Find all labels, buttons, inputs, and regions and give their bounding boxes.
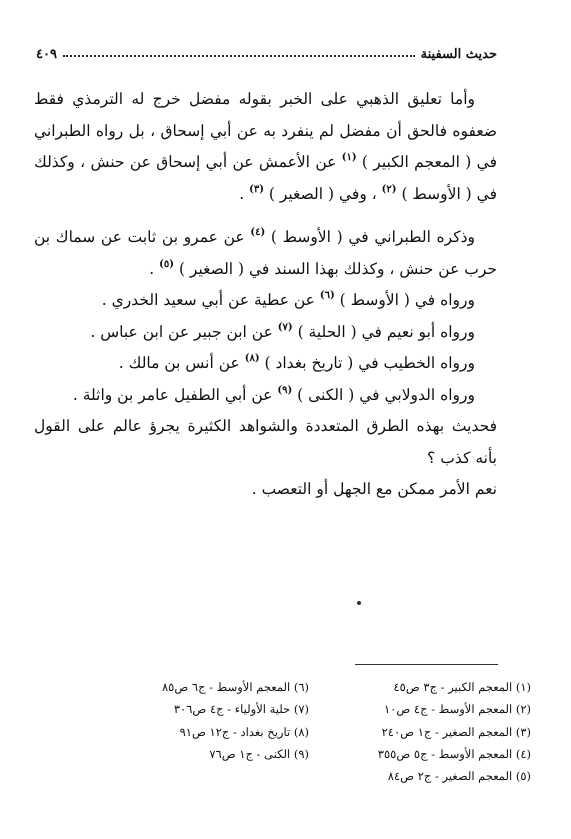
footnote: (٤) المعجم الأوسط - ج٥ ص٣٥٥ [377,746,531,761]
text-run: نعم الأمر ممكن مع الجهل أو التعصب . [251,480,497,498]
text-run: عن الأعمش عن أبي إسحاق عن حنش ، وكذلك في ( الأوسط ) [34,153,497,203]
footnote: (٨) تاريخ بغداد - ج١٢ ص٩١ [179,724,309,739]
paragraph-1 [34,84,497,210]
text-run: وأما تعليق الذهبي على الخبر بقوله مفضل خرج له الترمذي فقط ضعفوه فالحق أن [34,90,497,140]
text-run: عن ابن جبير عن ابن عباس . [90,322,273,341]
footnote-marker: (٢) [381,183,397,195]
conclusion-line [34,474,497,506]
paragraph-2 [34,222,497,285]
text-run: ورواه الخطيب في ( تاريخ بغداد ) [264,354,475,372]
footnote: (٥) المعجم الصغير - ج٢ ص٨٤ [387,769,531,784]
footnote: (٢) المعجم الأوسط - ج٤ ص١٠ [383,702,531,717]
page-number: ٤٠٩ [36,47,57,62]
footnote: (٩) الكنى - ج١ ص٧٦ [209,746,309,761]
text-run: ( الصغير ) [268,184,335,203]
footnote-marker: (١) [341,152,357,163]
footnote: (٣) المعجم الصغير - ج١ ص٢٤٠ [381,724,531,739]
footnote: (٦) المعجم الأوسط - ج٦ ص٨٥ [161,680,309,694]
text-run: فحديث بهذه الطرق المتعددة والشواهد الكثيرة يجرؤ عالم على القول بأنه كذب ؟ [34,417,497,467]
text-run: حنش ، وكذلك بهذا السند في ( الصغير ) [178,259,434,278]
header-dotted-leader [63,55,415,57]
footnote-marker: (٩) [277,384,293,396]
paragraph-gap [34,210,497,222]
main-text [34,84,497,506]
running-header [36,38,497,62]
text-run: عن أنس بن مالك . [118,354,240,372]
footnote-marker: (٥) [159,258,175,270]
text-run: ورواه الدولابي في ( الكنى ) [297,385,475,404]
ornament-dot [357,601,361,605]
narration-line [34,285,497,317]
narration-line [34,317,497,349]
text-run: . [149,259,155,278]
text-run: مفضل لم ينفرد به عن أبي إسحاق ، بل رواه الطبراني في ( المعجم الكبير ) [34,121,497,171]
footnote-marker: (٦) [319,290,335,301]
footnote: (١) المعجم الكبير - ج٣ ص٤٥ [393,680,531,694]
text-run: ، وفي [338,184,377,203]
footnote: (٧) حلية الأولياء - ج٤ ص٣٠٦ [173,702,309,717]
narration-line [34,348,497,380]
header-title: حديث السفينة [420,47,497,62]
text-run: عن عطية عن أبي سعيد الخدري . [101,291,315,309]
footnote-marker: (٣) [249,183,264,195]
text-run: عن أبي الطفيل عامر بن واثلة . [72,385,273,404]
text-run: . [239,184,245,203]
footnotes-column-right [361,676,531,787]
footnote-marker: (٤) [250,227,266,238]
footnote-marker: (٨) [244,353,260,364]
text-run: وذكره الطبراني في ( الأوسط ) [270,228,475,246]
footnote-marker: (٧) [277,321,293,333]
footnote-separator [355,664,498,665]
narration-line [34,380,497,412]
footnotes-column-left [139,676,309,765]
text-run: ورواه في ( الأوسط ) [339,291,475,309]
text-run: ورواه أبو نعيم في ( الحلية ) [297,322,475,341]
text-run: عن عمرو بن ثابت عن سماك بن حرب عن [34,228,497,278]
conclusion-line [34,411,497,474]
